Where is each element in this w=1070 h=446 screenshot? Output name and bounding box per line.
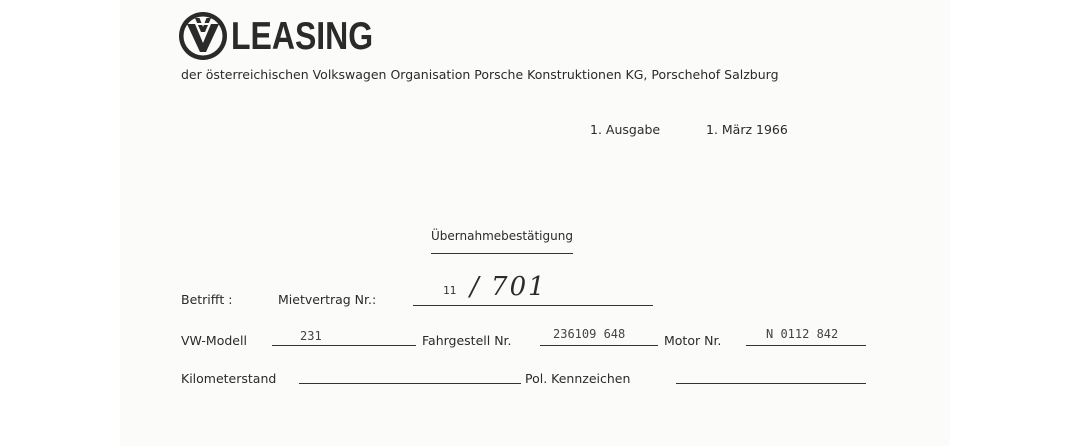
header-logo [177,10,404,62]
brand-wordmark: LEASING [231,14,374,58]
vw-logo-icon [177,10,229,62]
mietvertrag-field-line[interactable] [413,305,653,306]
motor-field-line[interactable] [746,345,866,346]
fahrgestell-field-line[interactable] [540,345,658,346]
fahrgestell-label: Fahrgestell Nr. [422,333,512,348]
mietvertrag-prefix: 11 [443,284,457,297]
mietvertrag-label: Mietvertrag Nr.: [278,292,377,307]
modell-label: VW-Modell [181,333,247,348]
motor-value: N 0112 842 [766,327,839,341]
kennzeichen-label: Pol. Kennzeichen [525,371,631,386]
betrifft-label: Betrifft : [181,292,233,307]
edition-label: 1. Ausgabe [590,122,661,137]
organisation-line: der österreichischen Volkswagen Organisation Porsche Konstruktionen KG, Porschehof Salzburg [181,67,779,82]
kilometer-field-line[interactable] [299,383,521,384]
fahrgestell-value: 236109 648 [553,327,626,341]
modell-value: 231 [300,329,322,343]
motor-label: Motor Nr. [664,333,722,348]
kilometer-label: Kilometerstand [181,371,277,386]
mietvertrag-value: / 701 [470,272,547,302]
kennzeichen-field-line[interactable] [676,383,866,384]
edition-date: 1. März 1966 [706,122,788,137]
modell-field-line[interactable] [272,345,416,346]
document-title: Übernahmebestätigung [431,229,573,254]
